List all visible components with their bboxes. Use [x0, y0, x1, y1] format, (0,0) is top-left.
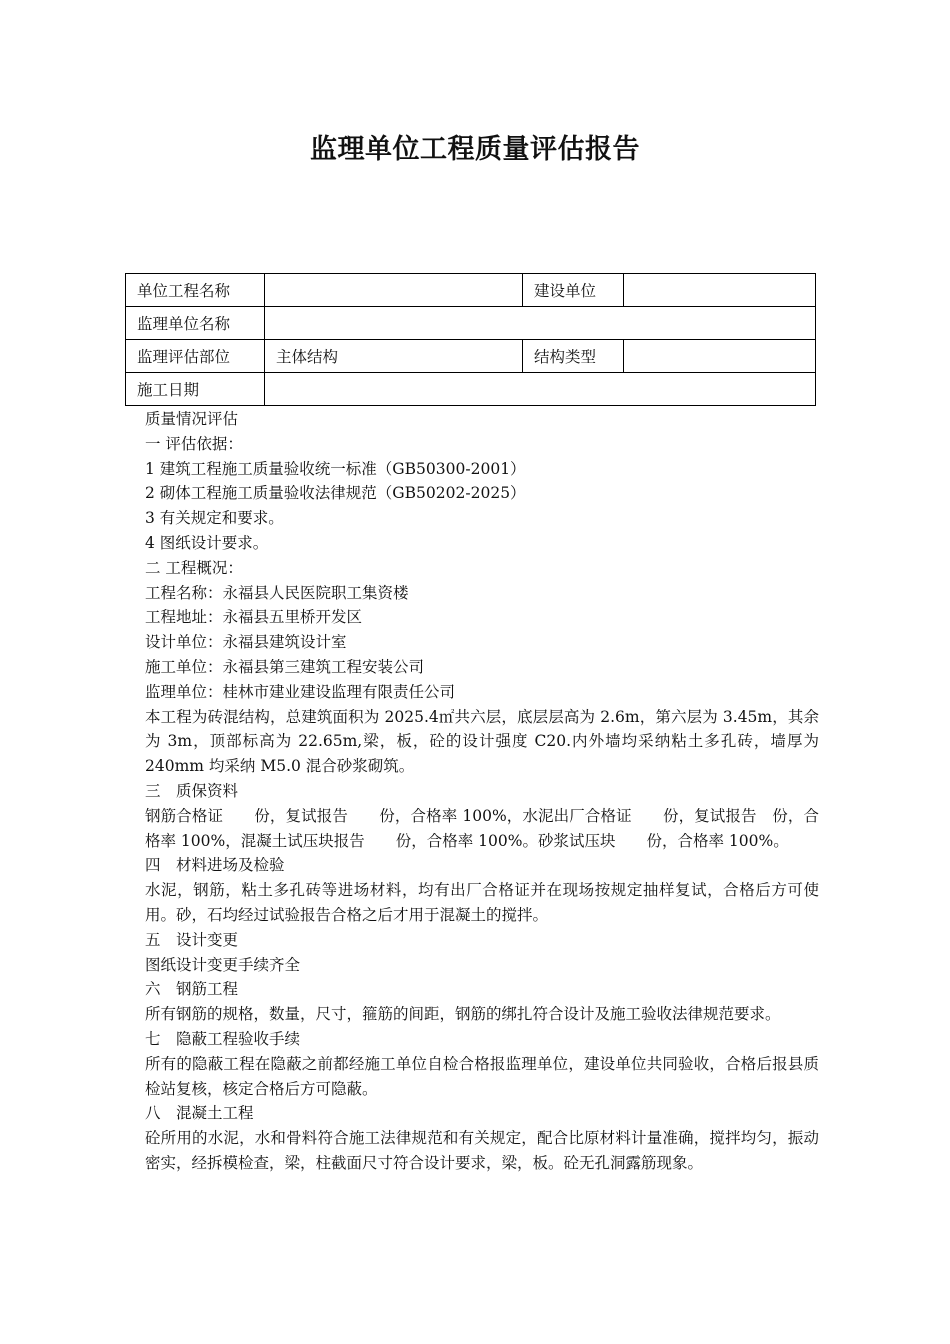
body-paragraph: 所有的隐蔽工程在隐蔽之前都经施工单位自检合格报监理单位，建设单位共同验收，合格后报县质检站复核，核定合格后方可隐蔽。 — [145, 1054, 819, 1098]
supervision-unit-name-label: 监理单位名称 — [126, 307, 265, 340]
evaluation-part-value: 主体结构 — [265, 340, 523, 373]
table-row — [126, 373, 816, 406]
body-line: 工程名称：永福县人民医院职工集资楼 — [145, 583, 409, 602]
body-line: 设计单位：永福县建筑设计室 — [145, 633, 347, 652]
unit-project-name-label: 单位工程名称 — [126, 274, 265, 307]
section-heading: 三 质保资料 — [145, 781, 239, 800]
construction-unit-label: 建设单位 — [523, 274, 624, 307]
body-line: 一 评估依据： — [145, 434, 243, 453]
body-paragraph: 图纸设计变更手续齐全 — [145, 955, 301, 974]
construction-unit-value — [624, 274, 816, 307]
unit-project-name-value — [265, 274, 523, 307]
body-paragraph: 钢筋合格证 份，复试报告 份，合格率 100%，水泥出厂合格证 份，复试报告 份，合格率 100%，混凝土试压块报告 份，合格率 100%。砂浆试压块 份，合格率 100%。 — [145, 806, 819, 850]
body-line: 质量情况评估 — [145, 410, 239, 428]
body-line: 施工单位：永福县第三建筑工程安装公司 — [145, 657, 425, 676]
body-line: 4 图纸设计要求。 — [145, 533, 269, 552]
document-title: 监理单位工程质量评估报告 — [310, 134, 640, 165]
body-line: 1 建筑工程施工质量验收统一标准（GB50300-2001） — [145, 459, 526, 478]
table-row — [126, 274, 816, 307]
body-paragraph: 水泥，钢筋，粘土多孔砖等进场材料，均有出厂合格证并在现场按规定抽样复试，合格后方可使用。砂，石均经过试验报告合格之后才用于混凝土的搅拌。 — [145, 881, 819, 924]
structure-type-value — [624, 340, 816, 373]
body-paragraph: 本工程为砖混结构，总建筑面积为 2025.4㎡共六层，底层层高为 2.6m，第六层为 3.45m，其余为 3m，顶部标高为 22.65m,梁，板，砼的设计强度 C20.内外墙均采纳粘土多孔砖，墙厚为 240mm 均采纳 M5.0 混合砂浆砌筑。 — [145, 707, 819, 776]
project-info-table — [125, 273, 816, 406]
structure-type-label: 结构类型 — [523, 340, 624, 373]
body-paragraph: 所有钢筋的规格，数量，尺寸，箍筋的间距，钢筋的绑扎符合设计及施工验收法律规范要求。 — [145, 1005, 781, 1024]
section-heading: 七 隐蔽工程验收手续 — [145, 1029, 301, 1048]
table-row — [126, 307, 816, 340]
section-heading: 八 混凝土工程 — [145, 1104, 254, 1123]
construction-date-label: 施工日期 — [126, 373, 265, 406]
section-heading: 五 设计变更 — [145, 930, 239, 949]
section-heading: 四 材料进场及检验 — [145, 856, 285, 875]
body-paragraph: 砼所用的水泥，水和骨料符合施工法律规范和有关规定，配合比原材料计量准确，搅拌均匀，振动密实，经拆模检查，梁，柱截面尺寸符合设计要求，梁，板。砼无孔洞露筋现象。 — [145, 1129, 819, 1172]
section-heading: 六 钢筋工程 — [145, 980, 239, 999]
supervision-unit-name-value — [265, 307, 816, 340]
construction-date-value — [265, 373, 816, 406]
body-line: 工程地址：永福县五里桥开发区 — [145, 608, 363, 627]
report-body — [145, 407, 819, 1176]
body-line: 2 砌体工程施工质量验收法律规范（GB50202-2025） — [145, 484, 526, 503]
body-line: 二 工程概况： — [145, 558, 243, 577]
evaluation-part-label: 监理评估部位 — [126, 340, 265, 373]
body-line: 3 有关规定和要求。 — [145, 509, 284, 528]
body-line: 监理单位：桂林市建业建设监理有限责任公司 — [145, 682, 456, 701]
table-row — [126, 340, 816, 373]
